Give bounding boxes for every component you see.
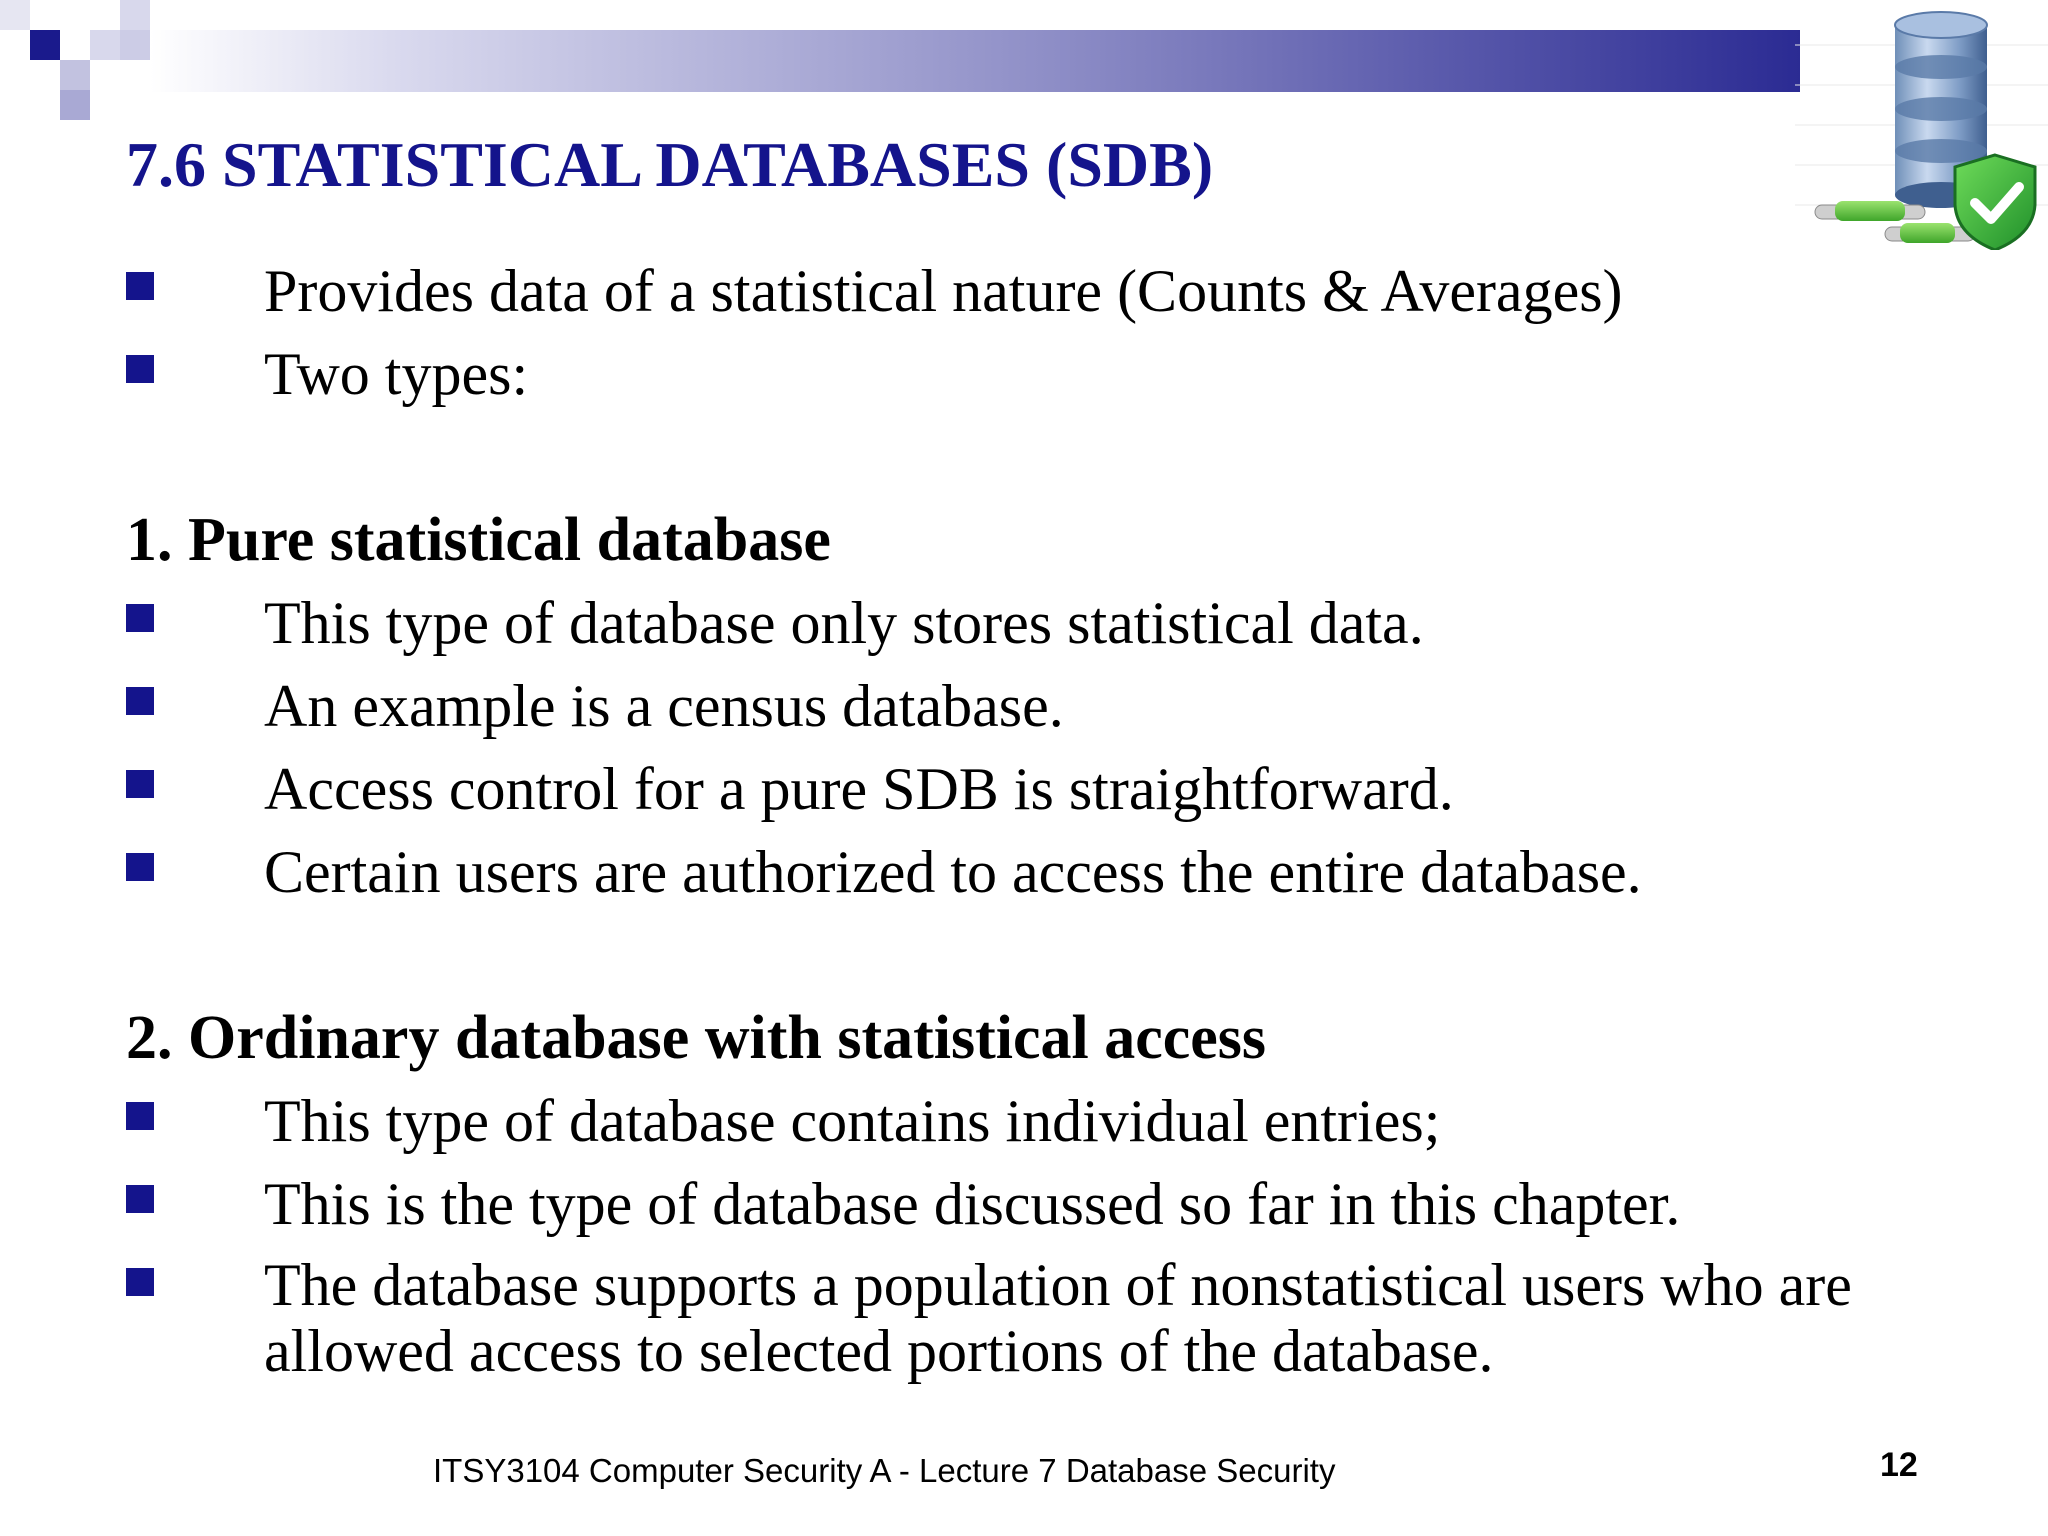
square-bullet-icon (126, 1185, 154, 1213)
slide-title: 7.6 STATISTICAL DATABASES (SDB) (126, 129, 1214, 200)
bullet-text: An example is a census database. (264, 673, 1064, 739)
bullet-text: This is the type of database discussed so far in this chapter. (264, 1171, 1681, 1237)
list-item (126, 831, 1906, 914)
square-bullet-icon (126, 1102, 154, 1130)
corner-square (0, 0, 30, 30)
slide-footer: ITSY3104 Computer Security A - Lecture 7 Database Security (433, 1452, 1336, 1489)
corner-square (60, 90, 90, 120)
section-heading: 2. Ordinary database with statistical access (126, 1004, 1267, 1072)
square-bullet-icon (126, 687, 154, 715)
page-number: 12 (1880, 1446, 1918, 1484)
corner-decoration (0, 0, 160, 125)
square-bullet-icon (126, 770, 154, 798)
bullet-text: Two types: (264, 341, 529, 407)
bullet-text: Access control for a pure SDB is straightforward. (264, 756, 1454, 822)
square-bullet-icon (126, 604, 154, 632)
corner-square (120, 30, 150, 60)
square-bullet-icon (126, 272, 154, 300)
title-gradient-bar (150, 30, 1800, 92)
square-bullet-icon (126, 1268, 154, 1296)
bullet-text: Certain users are authorized to access the entire database. (264, 839, 1642, 905)
corner-square (60, 60, 90, 90)
corner-square (120, 0, 150, 30)
list-item (126, 1163, 1906, 1246)
square-bullet-icon (126, 355, 154, 383)
list-item (126, 582, 1906, 665)
list-item (126, 1080, 1906, 1163)
list-item (126, 333, 1906, 416)
square-bullet-icon (126, 853, 154, 881)
bullet-text: The database supports a population of nonstatistical users who are allowed access to selected portions of the database. (264, 1252, 1852, 1384)
slide-content (126, 250, 1906, 1384)
corner-square (90, 30, 120, 60)
bullet-text: This type of database contains individual entries; (264, 1088, 1441, 1154)
list-item (126, 665, 1906, 748)
spacer (126, 914, 1906, 997)
list-item (126, 748, 1906, 831)
corner-square (30, 30, 60, 60)
list-item (126, 250, 1906, 333)
section-heading: 1. Pure statistical database (126, 506, 831, 574)
bullet-text: This type of database only stores statistical data. (264, 590, 1424, 656)
bullet-text: Provides data of a statistical nature (Counts & Averages) (264, 258, 1623, 324)
spacer (126, 416, 1906, 499)
database-shield-icon (1795, 5, 2048, 250)
list-item (126, 1246, 1906, 1384)
